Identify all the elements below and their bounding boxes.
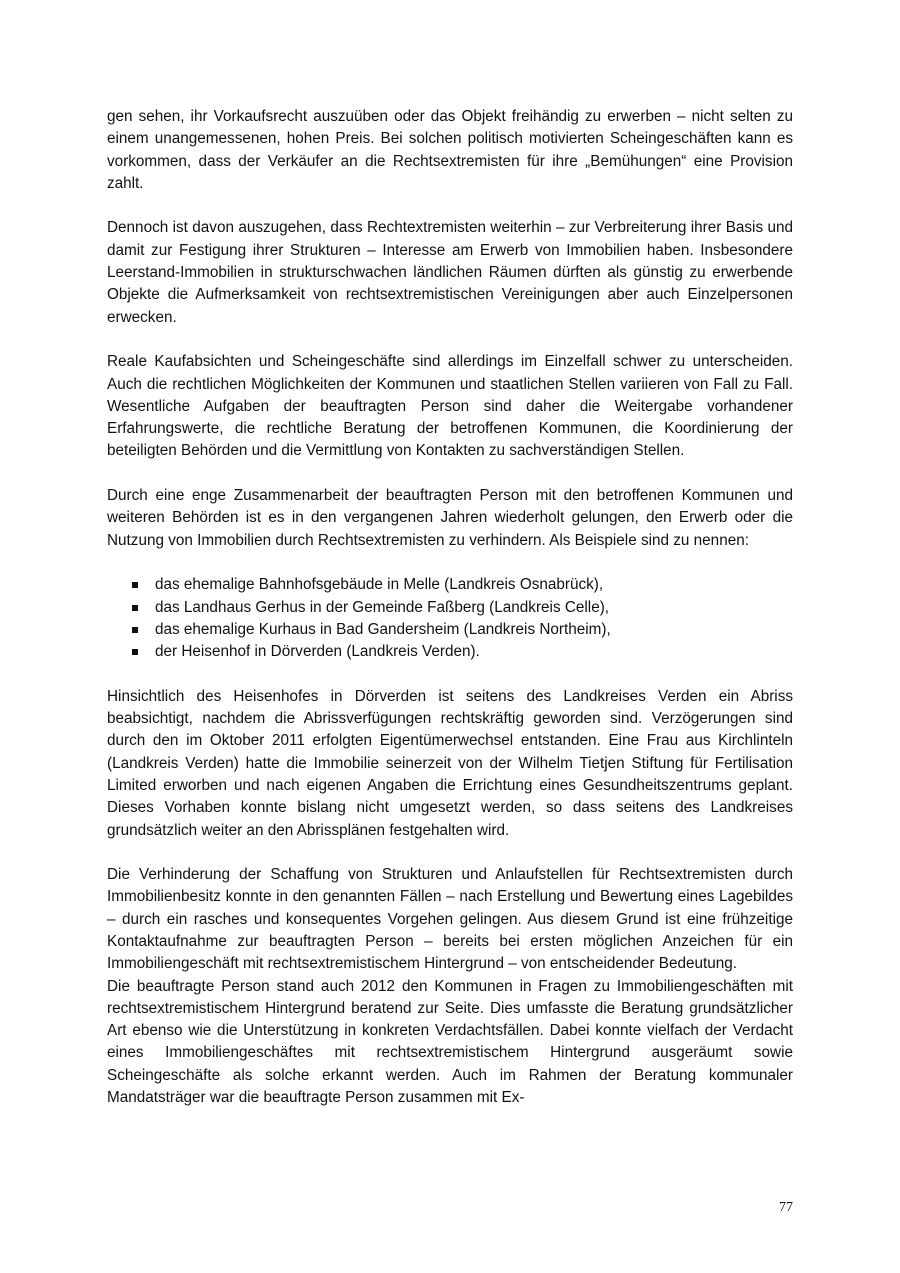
square-bullet-icon bbox=[132, 605, 138, 611]
list-item bbox=[107, 619, 793, 641]
paragraph-distinction: Reale Kaufabsichten und Scheingeschäfte sind allerdings im Einzelfall schwer zu unterscheiden. Auch die rechtlichen Möglichkeiten der Kommunen und staatlichen Stellen variieren von Fall zu Fall. Wesentliche Aufgaben der beauftragten Person sind daher die Weitergabe vorhandener Erfahrungswerte, die rechtliche Beratung der betroffenen Kommunen, die Koordinierung der beteiligten Behörden und die Vermittlung von Kontakten zu sachverständigen Stellen. bbox=[107, 353, 793, 460]
list-item-text: der Heisenhof in Dörverden (Landkreis Verden). bbox=[155, 643, 480, 661]
list-item-text: das ehemalige Bahnhofsgebäude in Melle (Landkreis Osnabrück), bbox=[155, 576, 604, 594]
paragraph-cooperation: Durch eine enge Zusammenarbeit der beauftragten Person mit den betroffenen Kommunen und weiteren Behörden ist es in den vergangenen Jahren wiederholt gelungen, den Erwerb oder die Nutzung von Immobilien durch Rechtsextremisten zu verhindern. Als Beispiele sind zu nennen: bbox=[107, 487, 793, 549]
list-item bbox=[107, 574, 793, 596]
page-number: 77 bbox=[779, 1200, 793, 1215]
list-item bbox=[107, 641, 793, 663]
square-bullet-icon bbox=[132, 627, 138, 633]
paragraph-prevention: Die Verhinderung der Schaffung von Strukturen und Anlaufstellen für Rechtsextremisten durch Immobilienbesitz konnte in den genannten Fällen – nach Erstellung und Bewertung eines Lagebildes – durch ein rasches und konsequentes Vorgehen gelingen. Aus diesem Grund ist eine frühzeitige Kontaktaufnahme zur beauftragten Person – bereits bei ersten möglichen Anzeichen für ein Immobiliengeschäft mit rechtsextremistischem Hintergrund – von entscheidender Bedeutung. bbox=[107, 866, 793, 973]
paragraph-interest: Dennoch ist davon auszugehen, dass Rechtextremisten weiterhin – zur Verbreiterung ihrer Basis und damit zur Festigung ihrer Strukturen – Interesse am Erwerb von Immobilien haben. Insbesondere Leerstand-Immobilien in strukturschwachen ländlichen Räumen dürften als günstig zu erwerbende Objekte die Aufmerksamkeit von rechtsextremistischen Vereinigungen aber auch Einzelpersonen erwecken. bbox=[107, 219, 793, 326]
list-item-text: das Landhaus Gerhus in der Gemeinde Faßberg (Landkreis Celle), bbox=[155, 598, 610, 616]
examples-list bbox=[107, 574, 793, 663]
square-bullet-icon bbox=[132, 582, 138, 588]
square-bullet-icon bbox=[132, 649, 138, 655]
list-item bbox=[107, 597, 793, 619]
paragraph-heisenhof: Hinsichtlich des Heisenhofes in Dörverden ist seitens des Landkreises Verden ein Abriss beabsichtigt, nachdem die Abrissverfügungen rechtskräftig geworden sind. Verzögerungen sind durch den im Oktober 2011 erfolgten Eigentümerwechsel entstanden. Eine Frau aus Kirchlinteln (Landkreis Verden) hatte die Immobilie seinerzeit von der Wilhelm Tietjen Stiftung für Fertilisation Limited erworben und nach eigenen Angaben die Errichtung eines Gesundheitszentrums geplant. Dieses Vorhaben konnte bislang nicht umgesetzt werden, so dass seitens des Landkreises grundsätzlich weiter an den Abrissplänen festgehalten wird. bbox=[107, 687, 793, 839]
page-body bbox=[107, 106, 793, 1109]
paragraph-preemption: gen sehen, ihr Vorkaufsrecht auszuüben oder das Objekt freihändig zu erwerben – nicht selten zu einem unangemessenen, hohen Preis. Bei solchen politisch motivierten Scheingeschäften kann es vorkommen, dass der Verkäufer an die Rechtsextremisten für ihre „Bemühungen“ eine Provision zahlt. bbox=[107, 108, 793, 192]
paragraph-advisory: Die beauftragte Person stand auch 2012 den Kommunen in Fragen zu Immobiliengeschäften mit rechtsextremistischem Hintergrund beratend zur Seite. Dies umfasste die Beratung grundsätzlicher Art ebenso wie die Unterstützung in konkreten Verdachtsfällen. Dabei konnte vielfach der Verdacht eines Immobiliengeschäftes mit rechtsextremistischem Hintergrund ausgeräumt sowie Scheingeschäfte als solche erkannt werden. Auch im Rahmen der Beratung kommunaler Mandatsträger war die beauftragte Person zusammen mit Ex- bbox=[107, 977, 793, 1107]
list-item-text: das ehemalige Kurhaus in Bad Gandersheim (Landkreis Northeim), bbox=[155, 620, 611, 638]
